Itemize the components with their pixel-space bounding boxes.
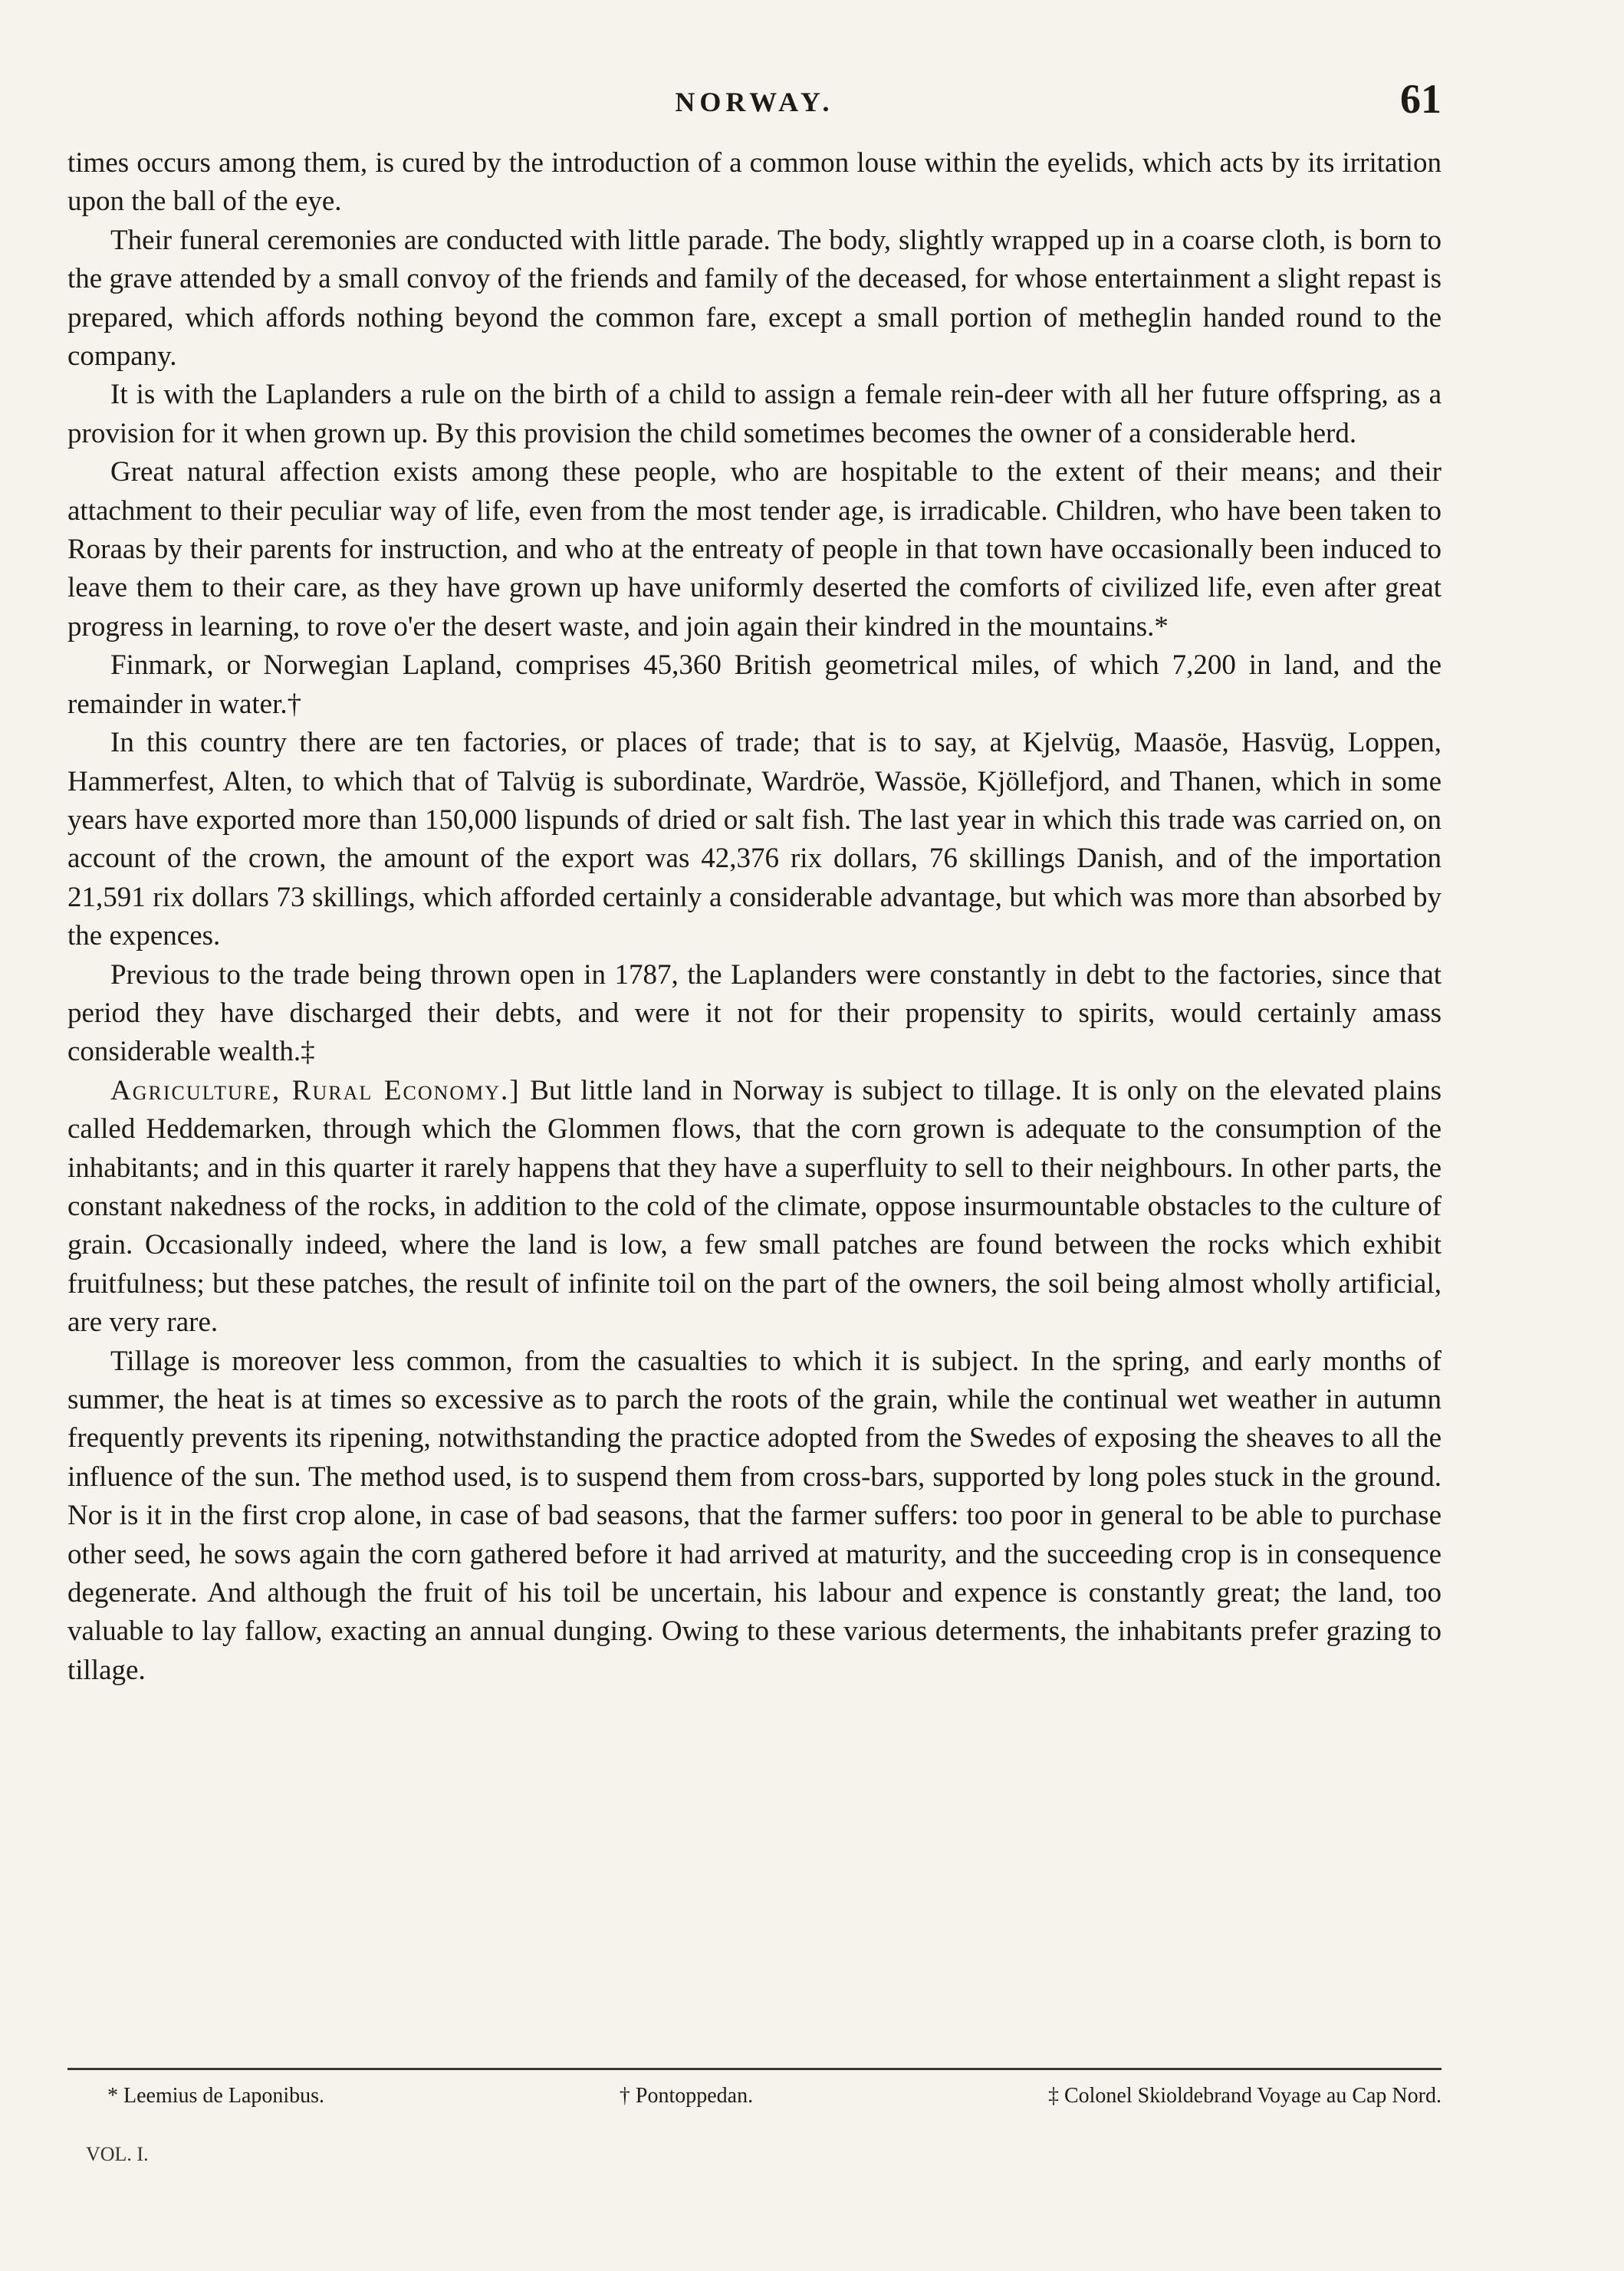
footnote-rule [67,2068,1442,2070]
paragraph-tillage: Tillage is moreover less common, from the casualties to which it is subject. In the spring, and early months of summer, the heat is at times so excessive as to parch the roots of the grain, while the continual wet weather in autumn frequently prevents its ripening, notwithstanding the practice adopted from the Swedes of exposing the sheaves to all the influence of the sun. The method used, is to suspend them from cross-bars, supported by long poles stuck in the ground. Nor is it in the first crop alone, in case of bad seasons, that the farmer suffers: too poor in general to be able to purchase other seed, he sows again the corn gathered before it had arrived at maturity, and the succeeding crop is in consequence degenerate. And although the fruit of his toil be uncertain, his labour and expence is constantly great; the land, too valuable to lay fallow, exacting an annual dunging. Owing to these various determents, the inhabitants prefer grazing to tillage. [67,1345,1442,1686]
paragraph-funeral: Their funeral ceremonies are conducted with little parade. The body, slightly wrapped up in a coarse cloth, is born to the grave attended by a small convoy of the friends and family of the deceased, for whose entertainment a slight repast is prepared, which affords nothing beyond the common fare, except a small portion of metheglin handed round to the company. [67,224,1442,373]
page-number: 61 [1400,76,1442,122]
running-title: NORWAY. [675,87,834,117]
agriculture-text: But little land in Norway is subject to tillage. It is only on the elevated plains called Heddemarken, through which the Glommen flows, that the corn grown is adequate to the consumption of the inhabitants; and in this quarter it rarely happens that they have a superfluity to sell to their neighbours. In other parts, the constant nakedness of the rocks, in addition to the cold of the climate, oppose insurmountable obstacles to the culture of grain. Occasionally indeed, where the land is low, a few small patches are found between the rocks which exhibit fruitfulness; but these patches, the result of infinite toil on the part of the owners, the soil being almost wholly artificial, are very rare. [67,1074,1442,1339]
footnote-3: ‡ Colonel Skioldebrand Voyage au Cap Nord. [1047,2084,1442,2108]
footnote-2: † Pontoppedan. [619,2084,754,2108]
footnote-1: * Leemius de Laponibus. [107,2084,325,2108]
signature-mark: VOL. I. [86,2143,149,2165]
paragraph-affection: Great natural affection exists among these people, who are hospitable to the extent of their means; and their attachment to their peculiar way of life, even from the most tender age, is irradicable. Children, who have been taken to Roraas by their parents for instruction, and who at the entreaty of people in that town have occasionally been induced to leave them to their care, as they have grown up have uniformly deserted the comforts of civilized life, even after great progress in learning, to rove o'er the desert waste, and join again their kindred in the mountains.* [67,456,1442,643]
section-heading-agriculture: Agriculture, Rural Economy.] [110,1074,521,1106]
footnotes [107,2084,1442,2108]
paragraph-finmark: Finmark, or Norwegian Lapland, comprises 45,360 British geometrical miles, of which 7,200 in land, and the remainder in water.† [67,649,1442,720]
paragraph-factories: In this country there are ten factories, or places of trade; that is to say, at Kjelvüg, Maasöe, Hasvüg, Loppen, Hammerfest, Alten, to which that of Talvüg is subordinate, Wardröe, Wassöe, Kjöllefjord, and Thanen, which in some years have exported more than 150,000 lispunds of dried or salt fish. The last year in which this trade was carried on, on account of the crown, the amount of the export was 42,376 rix dollars, 76 skillings Danish, and of the importation 21,591 rix dollars 73 skillings, which afforded certainly a considerable advantage, but which was more than absorbed by the expences. [67,727,1442,952]
paragraph-1: times occurs among them, is cured by the introduction of a common louse within the eyelids, which acts by its irritation upon the ball of the eye. [67,147,1442,218]
paragraph-agriculture [67,1072,1442,1343]
paragraph-rein-deer: It is with the Laplanders a rule on the birth of a child to assign a female rein-deer with all her future offspring, as a provision for it when grown up. By this provision the child sometimes becomes the owner of a considerable herd. [67,379,1442,449]
main-text [67,144,1442,1690]
paragraph-trade: Previous to the trade being thrown open in 1787, the Laplanders were constantly in debt to the factories, since that period they have discharged their debts, and were it not for their propensity to spirits, would certainly amass considerable wealth.‡ [67,958,1442,1068]
page-header [67,75,1442,130]
